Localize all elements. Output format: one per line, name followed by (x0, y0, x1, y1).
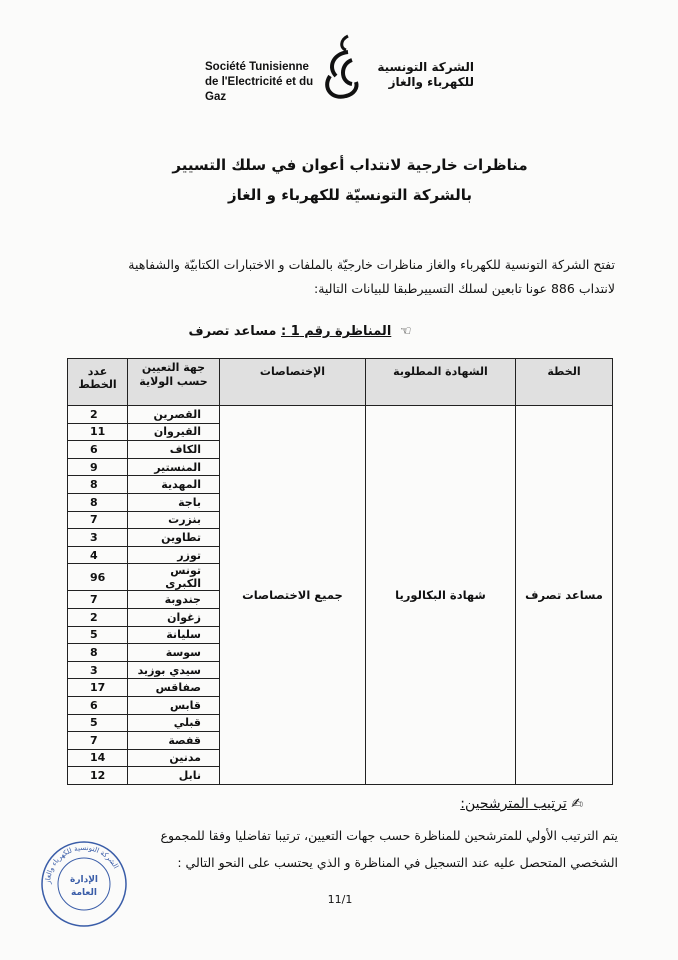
ranking-heading-label: ترتيب المترشحين: (460, 796, 567, 812)
page-number: 11/1 (327, 893, 353, 906)
count-cell: 8 (68, 644, 128, 662)
count-cell: 7 (68, 591, 128, 609)
governorate-cell: الكاف (128, 441, 220, 459)
governorate-cell: مدنين (128, 749, 220, 767)
count-cell: 11 (68, 423, 128, 441)
governorate-cell: بنزرت (128, 511, 220, 529)
company-name-fr-line2: de l'Electricité et du Gaz (205, 76, 314, 103)
count-cell: 3 (68, 529, 128, 547)
company-name-ar (362, 60, 474, 90)
governorate-cell: قفصة (128, 732, 220, 750)
intro-paragraph (40, 253, 615, 301)
specialties-cell: جميع الاختصاصات (220, 406, 366, 785)
governorate-cell: زغوان (128, 608, 220, 626)
table-row (68, 406, 613, 424)
company-name-fr (205, 60, 315, 105)
pen-icon: ✍ (571, 796, 583, 812)
count-cell: 5 (68, 714, 128, 732)
positions-table (67, 358, 613, 785)
count-cell: 12 (68, 767, 128, 785)
governorate-cell: باجة (128, 493, 220, 511)
count-cell: 7 (68, 732, 128, 750)
governorate-cell: جندوبة (128, 591, 220, 609)
company-name-ar-line1: الشركة التونسية (377, 60, 474, 74)
count-cell: 96 (68, 564, 128, 591)
count-cell: 2 (68, 406, 128, 424)
governorate-cell: صفاقس (128, 679, 220, 697)
intro-line2: لانتداب 886 عونا تابعين لسلك التسييرطبقا للبيانات التالية: (314, 281, 615, 296)
ranking-line1: يتم الترتيب الأولي للمترشحين للمناظرة حسب جهات التعيين، ترتيبا تفاضليا وفقا للمجموع (160, 828, 618, 843)
contest-name: مساعد تصرف (188, 324, 277, 339)
count-cell: 3 (68, 661, 128, 679)
header-count: عدد الخطط (68, 359, 128, 406)
governorate-cell: قابس (128, 696, 220, 714)
governorate-cell: سيدي بوزيد (128, 661, 220, 679)
count-cell: 5 (68, 626, 128, 644)
count-cell: 6 (68, 696, 128, 714)
header-plan: الخطة (516, 359, 613, 406)
governorate-cell: المهدية (128, 476, 220, 494)
governorate-cell: قبلي (128, 714, 220, 732)
count-cell: 17 (68, 679, 128, 697)
governorate-cell: سليانة (128, 626, 220, 644)
stamp-inner-bottom: العامة (71, 888, 97, 898)
count-cell: 8 (68, 476, 128, 494)
governorate-cell: سوسة (128, 644, 220, 662)
governorate-cell: توزر (128, 546, 220, 564)
count-cell: 9 (68, 458, 128, 476)
company-name-ar-line2: للكهرباء والغاز (388, 75, 474, 89)
ranking-heading (460, 796, 583, 812)
governorate-cell: تطاوين (128, 529, 220, 547)
count-cell: 7 (68, 511, 128, 529)
intro-line1: تفتح الشركة التونسية للكهرباء والغاز مناظرات خارجيّة بالملفات و الاختبارات الكتابيّة والشفاهية (128, 257, 615, 272)
governorate-cell: المنستير (128, 458, 220, 476)
contest-heading (180, 324, 420, 339)
document-title-line2: بالشركة التونسيّة للكهرباء و الغاز (227, 186, 473, 204)
company-name-fr-line1: Société Tunisienne (205, 61, 309, 73)
count-cell: 2 (68, 608, 128, 626)
count-cell: 14 (68, 749, 128, 767)
count-cell: 4 (68, 546, 128, 564)
degree-cell: شهادة البكالوريا (366, 406, 516, 785)
steg-logo-icon (318, 32, 360, 102)
official-stamp (40, 840, 128, 928)
table-header-row (68, 359, 613, 406)
header-specialties: الإختصاصات (220, 359, 366, 406)
governorate-cell: تونس الكبرى (128, 564, 220, 591)
document-title-line1: مناظرات خارجية لانتداب أعوان في سلك التسيير (172, 156, 528, 174)
ranking-line2: الشخصي المتحصل عليه عند التسجيل في المناظرة و الذي يحتسب على النحو التالي : (177, 855, 618, 870)
pointing-hand-icon: ☜ (399, 324, 412, 339)
count-cell: 6 (68, 441, 128, 459)
governorate-cell: القيروان (128, 423, 220, 441)
governorate-cell: نابل (128, 767, 220, 785)
header-degree: الشهادة المطلوبة (366, 359, 516, 406)
count-cell: 8 (68, 493, 128, 511)
governorate-cell: القصرين (128, 406, 220, 424)
stamp-inner-top: الإدارة (70, 875, 98, 885)
header-region: جهة التعيين حسب الولاية (128, 359, 220, 406)
contest-label: المناظرة رقم 1 : (281, 324, 392, 339)
plan-cell: مساعد تصرف (516, 406, 613, 785)
stamp-ring-text: الشركة التونسية للكهرباء والغاز (43, 843, 120, 885)
